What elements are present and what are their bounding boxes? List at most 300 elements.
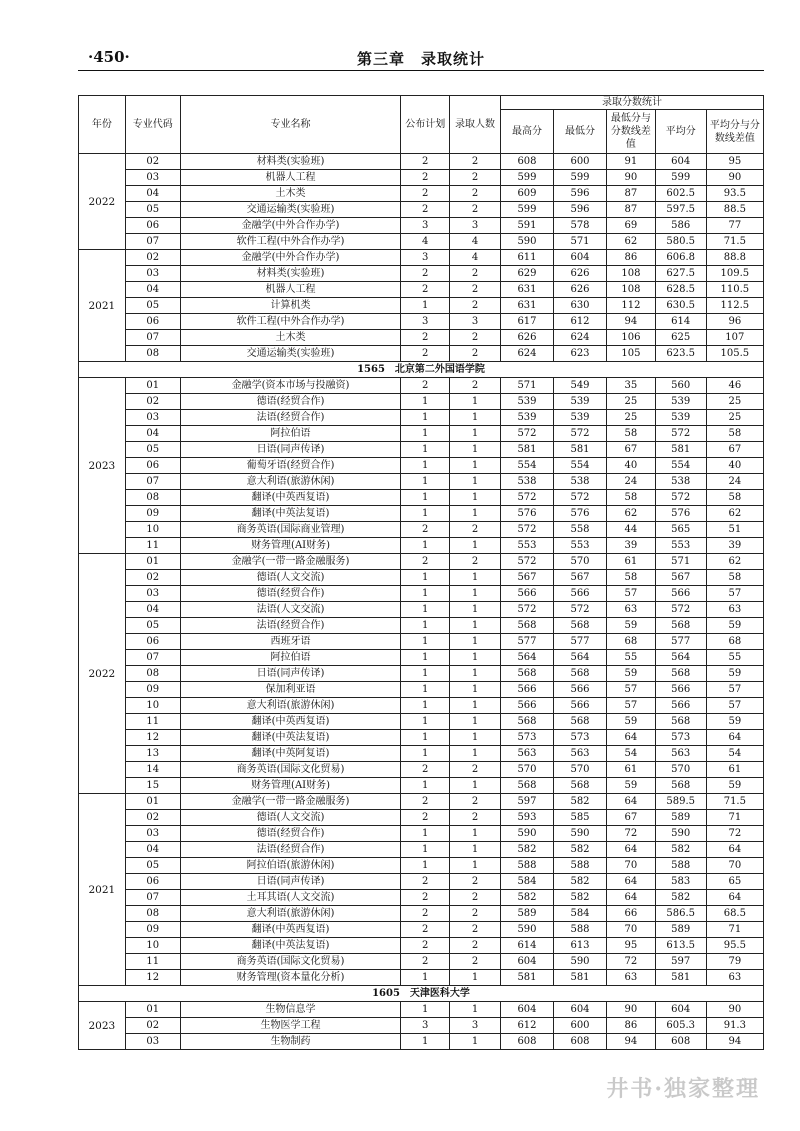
max-score-cell: 567 [500,570,553,586]
major-name-cell: 阿拉伯语(旅游休闲) [180,858,401,874]
table-row [79,1034,764,1050]
table-row [79,794,764,810]
header-rule [78,70,764,71]
plan-cell: 2 [401,154,450,170]
max-score-cell: 570 [500,762,553,778]
major-code-cell: 03 [125,586,180,602]
table-row [79,378,764,394]
avg-diff-cell: 61 [706,762,763,778]
plan-cell: 1 [401,858,450,874]
admitted-cell: 2 [450,810,501,826]
admitted-cell: 1 [450,858,501,874]
avg-diff-cell: 68.5 [706,906,763,922]
min-diff-cell: 105 [607,346,656,362]
admitted-cell: 3 [450,314,501,330]
avg-diff-cell: 57 [706,586,763,602]
major-code-cell: 03 [125,410,180,426]
admitted-cell: 1 [450,474,501,490]
min-score-cell: 590 [554,954,607,970]
avg-diff-cell: 40 [706,458,763,474]
table-row [79,554,764,570]
max-score-cell: 617 [500,314,553,330]
avg-diff-cell: 70 [706,858,763,874]
major-name-cell: 法语(经贸合作) [180,410,401,426]
admitted-cell: 1 [450,714,501,730]
max-score-cell: 599 [500,202,553,218]
admitted-cell: 2 [450,154,501,170]
min-diff-cell: 86 [607,250,656,266]
plan-cell: 2 [401,954,450,970]
avg-diff-cell: 71.5 [706,234,763,250]
max-score-cell: 538 [500,474,553,490]
avg-diff-cell: 93.5 [706,186,763,202]
major-code-cell: 04 [125,602,180,618]
avg-diff-cell: 54 [706,746,763,762]
avg-score-cell: 570 [655,762,706,778]
min-diff-cell: 62 [607,506,656,522]
header-plan: 公布计划 [401,96,450,154]
min-diff-cell: 90 [607,170,656,186]
avg-diff-cell: 96 [706,314,763,330]
plan-cell: 2 [401,874,450,890]
avg-diff-cell: 110.5 [706,282,763,298]
admitted-cell: 2 [450,890,501,906]
min-diff-cell: 94 [607,1034,656,1050]
min-score-cell: 572 [554,426,607,442]
major-code-cell: 09 [125,682,180,698]
admitted-cell: 4 [450,250,501,266]
avg-score-cell: 566 [655,682,706,698]
major-code-cell: 02 [125,1018,180,1034]
min-diff-cell: 59 [607,778,656,794]
max-score-cell: 553 [500,538,553,554]
avg-diff-cell: 59 [706,778,763,794]
major-name-cell: 金融学(一带一路金融服务) [180,554,401,570]
min-score-cell: 600 [554,154,607,170]
admitted-cell: 1 [450,458,501,474]
admitted-cell: 1 [450,778,501,794]
major-name-cell: 材料类(实验班) [180,154,401,170]
plan-cell: 2 [401,186,450,202]
avg-diff-cell: 57 [706,698,763,714]
admitted-cell: 1 [450,1002,501,1018]
major-code-cell: 01 [125,1002,180,1018]
table-body [79,154,764,1050]
year-cell: 2022 [79,154,126,250]
avg-diff-cell: 62 [706,554,763,570]
avg-diff-cell: 77 [706,218,763,234]
plan-cell: 1 [401,714,450,730]
min-score-cell: 539 [554,394,607,410]
plan-cell: 1 [401,826,450,842]
major-code-cell: 02 [125,810,180,826]
table-row [79,474,764,490]
min-diff-cell: 57 [607,698,656,714]
major-code-cell: 03 [125,826,180,842]
major-code-cell: 02 [125,250,180,266]
admitted-cell: 1 [450,490,501,506]
min-score-cell: 613 [554,938,607,954]
min-score-cell: 582 [554,890,607,906]
min-score-cell: 554 [554,458,607,474]
avg-score-cell: 589 [655,922,706,938]
plan-cell: 1 [401,1034,450,1050]
min-score-cell: 585 [554,810,607,826]
header-admitted: 录取人数 [450,96,501,154]
admitted-cell: 1 [450,650,501,666]
major-code-cell: 08 [125,906,180,922]
plan-cell: 1 [401,298,450,314]
max-score-cell: 614 [500,938,553,954]
major-code-cell: 02 [125,154,180,170]
max-score-cell: 563 [500,746,553,762]
avg-diff-cell: 68 [706,634,763,650]
max-score-cell: 554 [500,458,553,474]
major-name-cell: 德语(经贸合作) [180,826,401,842]
page-header [78,46,764,72]
avg-diff-cell: 90 [706,1002,763,1018]
major-code-cell: 07 [125,890,180,906]
min-diff-cell: 61 [607,554,656,570]
table-row [79,282,764,298]
major-code-cell: 04 [125,842,180,858]
min-score-cell: 549 [554,378,607,394]
plan-cell: 3 [401,250,450,266]
min-diff-cell: 57 [607,682,656,698]
major-code-cell: 14 [125,762,180,778]
max-score-cell: 604 [500,954,553,970]
max-score-cell: 584 [500,874,553,890]
avg-score-cell: 572 [655,426,706,442]
min-diff-cell: 94 [607,314,656,330]
plan-cell: 1 [401,970,450,986]
table-row [79,938,764,954]
min-score-cell: 626 [554,282,607,298]
year-cell: 2023 [79,378,126,554]
min-score-cell: 568 [554,618,607,634]
avg-diff-cell: 63 [706,970,763,986]
avg-diff-cell: 39 [706,538,763,554]
avg-diff-cell: 24 [706,474,763,490]
plan-cell: 2 [401,922,450,938]
min-score-cell: 570 [554,554,607,570]
major-name-cell: 商务英语(国际文化贸易) [180,954,401,970]
avg-score-cell: 604 [655,1002,706,1018]
major-name-cell: 日语(同声传译) [180,442,401,458]
admitted-cell: 3 [450,1018,501,1034]
major-code-cell: 10 [125,938,180,954]
admitted-cell: 2 [450,554,501,570]
min-diff-cell: 58 [607,426,656,442]
major-code-cell: 08 [125,666,180,682]
table-row [79,330,764,346]
min-score-cell: 596 [554,202,607,218]
max-score-cell: 581 [500,970,553,986]
min-score-cell: 600 [554,1018,607,1034]
major-name-cell: 生物制药 [180,1034,401,1050]
min-diff-cell: 72 [607,954,656,970]
table-row [79,682,764,698]
table-row [79,186,764,202]
max-score-cell: 612 [500,1018,553,1034]
min-diff-cell: 106 [607,330,656,346]
table-row [79,586,764,602]
plan-cell: 1 [401,394,450,410]
major-name-cell: 财务管理(资本量化分析) [180,970,401,986]
min-score-cell: 596 [554,186,607,202]
max-score-cell: 590 [500,922,553,938]
min-diff-cell: 57 [607,586,656,602]
plan-cell: 1 [401,618,450,634]
min-diff-cell: 95 [607,938,656,954]
major-code-cell: 13 [125,746,180,762]
major-code-cell: 10 [125,522,180,538]
admitted-cell: 1 [450,602,501,618]
admitted-cell: 2 [450,906,501,922]
header-min-score: 最低分 [554,110,607,154]
min-diff-cell: 25 [607,394,656,410]
header-min-diff: 最低分与分数线差值 [607,110,656,154]
max-score-cell: 611 [500,250,553,266]
max-score-cell: 604 [500,1002,553,1018]
min-diff-cell: 90 [607,1002,656,1018]
major-code-cell: 04 [125,282,180,298]
major-name-cell: 意大利语(旅游休闲) [180,698,401,714]
admitted-cell: 2 [450,874,501,890]
major-name-cell: 翻译(中英法复语) [180,938,401,954]
min-diff-cell: 70 [607,858,656,874]
major-name-cell: 生物信息学 [180,1002,401,1018]
major-code-cell: 07 [125,234,180,250]
major-code-cell: 01 [125,554,180,570]
avg-score-cell: 586 [655,218,706,234]
year-cell: 2022 [79,554,126,794]
table-row [79,522,764,538]
page-number: ·450· [88,48,130,66]
min-diff-cell: 64 [607,794,656,810]
watermark-text: 井书·独家整理 [606,1076,760,1102]
max-score-cell: 571 [500,378,553,394]
table-row [79,810,764,826]
table-row [79,250,764,266]
table-row [79,954,764,970]
table-row [79,506,764,522]
min-diff-cell: 87 [607,202,656,218]
plan-cell: 1 [401,426,450,442]
major-code-cell: 15 [125,778,180,794]
avg-score-cell: 606.8 [655,250,706,266]
avg-score-cell: 560 [655,378,706,394]
min-diff-cell: 25 [607,410,656,426]
avg-score-cell: 582 [655,842,706,858]
table-row [79,602,764,618]
table-row [79,650,764,666]
min-score-cell: 571 [554,234,607,250]
major-name-cell: 法语(人文交流) [180,602,401,618]
table-row [79,394,764,410]
min-score-cell: 581 [554,970,607,986]
max-score-cell: 572 [500,602,553,618]
avg-diff-cell: 57 [706,682,763,698]
table-row [79,730,764,746]
max-score-cell: 572 [500,426,553,442]
avg-diff-cell: 55 [706,650,763,666]
admitted-cell: 1 [450,618,501,634]
avg-diff-cell: 65 [706,874,763,890]
plan-cell: 2 [401,762,450,778]
avg-diff-cell: 51 [706,522,763,538]
table-row [79,666,764,682]
major-code-cell: 01 [125,378,180,394]
min-diff-cell: 64 [607,842,656,858]
plan-cell: 1 [401,506,450,522]
avg-diff-cell: 59 [706,666,763,682]
avg-diff-cell: 59 [706,714,763,730]
table-row [79,218,764,234]
avg-score-cell: 565 [655,522,706,538]
table-row [79,922,764,938]
admitted-cell: 2 [450,298,501,314]
avg-diff-cell: 25 [706,410,763,426]
avg-score-cell: 608 [655,1034,706,1050]
major-code-cell: 06 [125,458,180,474]
min-diff-cell: 40 [607,458,656,474]
table-row [79,570,764,586]
major-code-cell: 08 [125,490,180,506]
major-name-cell: 西班牙语 [180,634,401,650]
admitted-cell: 2 [450,794,501,810]
plan-cell: 2 [401,266,450,282]
plan-cell: 2 [401,938,450,954]
min-diff-cell: 54 [607,746,656,762]
avg-score-cell: 602.5 [655,186,706,202]
min-score-cell: 590 [554,826,607,842]
avg-diff-cell: 71.5 [706,794,763,810]
major-name-cell: 阿拉伯语 [180,650,401,666]
plan-cell: 2 [401,346,450,362]
admitted-cell: 1 [450,506,501,522]
admitted-cell: 1 [450,410,501,426]
max-score-cell: 566 [500,682,553,698]
major-code-cell: 06 [125,314,180,330]
plan-cell: 2 [401,170,450,186]
avg-score-cell: 573 [655,730,706,746]
min-diff-cell: 87 [607,186,656,202]
avg-diff-cell: 91.3 [706,1018,763,1034]
admitted-cell: 2 [450,378,501,394]
max-score-cell: 624 [500,346,553,362]
table-row [79,618,764,634]
chapter-title: 第三章 录取统计 [356,50,485,68]
admitted-cell: 4 [450,234,501,250]
table-header [79,96,764,154]
admitted-cell: 1 [450,698,501,714]
major-code-cell: 04 [125,426,180,442]
table-row [79,874,764,890]
min-diff-cell: 72 [607,826,656,842]
major-code-cell: 06 [125,634,180,650]
avg-score-cell: 572 [655,602,706,618]
major-name-cell: 保加利亚语 [180,682,401,698]
max-score-cell: 568 [500,618,553,634]
avg-score-cell: 566 [655,586,706,602]
table-row [79,346,764,362]
year-cell: 2021 [79,250,126,362]
min-score-cell: 538 [554,474,607,490]
avg-score-cell: 589.5 [655,794,706,810]
avg-diff-cell: 63 [706,602,763,618]
admitted-cell: 2 [450,266,501,282]
admitted-cell: 1 [450,1034,501,1050]
plan-cell: 1 [401,682,450,698]
min-diff-cell: 44 [607,522,656,538]
table-row [79,1018,764,1034]
major-name-cell: 财务管理(AI财务) [180,538,401,554]
max-score-cell: 564 [500,650,553,666]
plan-cell: 3 [401,1018,450,1034]
header-avg-score: 平均分 [655,110,706,154]
avg-score-cell: 604 [655,154,706,170]
max-score-cell: 582 [500,890,553,906]
avg-diff-cell: 79 [706,954,763,970]
plan-cell: 1 [401,666,450,682]
min-score-cell: 612 [554,314,607,330]
admitted-cell: 1 [450,570,501,586]
avg-diff-cell: 71 [706,810,763,826]
plan-cell: 1 [401,634,450,650]
avg-score-cell: 568 [655,714,706,730]
plan-cell: 1 [401,410,450,426]
min-diff-cell: 39 [607,538,656,554]
min-diff-cell: 58 [607,570,656,586]
min-score-cell: 566 [554,586,607,602]
avg-diff-cell: 46 [706,378,763,394]
plan-cell: 2 [401,554,450,570]
plan-cell: 2 [401,810,450,826]
min-score-cell: 564 [554,650,607,666]
major-code-cell: 05 [125,858,180,874]
major-name-cell: 意大利语(旅游休闲) [180,474,401,490]
plan-cell: 1 [401,570,450,586]
table-row [79,970,764,986]
min-score-cell: 563 [554,746,607,762]
avg-score-cell: 597.5 [655,202,706,218]
major-code-cell: 07 [125,330,180,346]
plan-cell: 1 [401,746,450,762]
table-row [79,778,764,794]
avg-score-cell: 630.5 [655,298,706,314]
max-score-cell: 631 [500,282,553,298]
major-code-cell: 08 [125,346,180,362]
plan-cell: 3 [401,314,450,330]
major-code-cell: 03 [125,266,180,282]
major-name-cell: 财务管理(AI财务) [180,778,401,794]
admitted-cell: 1 [450,426,501,442]
major-code-cell: 11 [125,538,180,554]
major-name-cell: 土木类 [180,186,401,202]
min-score-cell: 582 [554,874,607,890]
table-row [79,170,764,186]
major-name-cell: 法语(经贸合作) [180,842,401,858]
min-diff-cell: 64 [607,874,656,890]
plan-cell: 2 [401,378,450,394]
table-row [79,698,764,714]
major-name-cell: 土木类 [180,330,401,346]
max-score-cell: 629 [500,266,553,282]
avg-diff-cell: 67 [706,442,763,458]
min-diff-cell: 108 [607,266,656,282]
avg-score-cell: 538 [655,474,706,490]
